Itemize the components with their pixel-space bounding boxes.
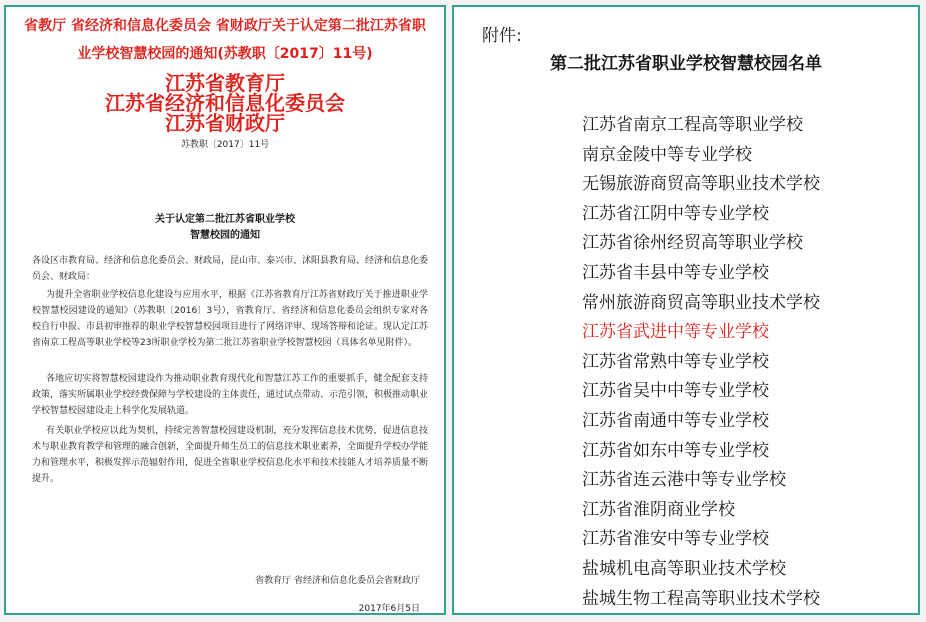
date: 2017年6月5日 bbox=[358, 604, 420, 614]
headline-line-2: 业学校智慧校园的通知(苏教职〔2017〕11号) bbox=[77, 46, 373, 62]
school-item: 江苏省吴中中等专业学校 bbox=[582, 381, 769, 402]
body-paragraph-1: 为提升全省职业学校信息化建设与应用水平，根据《江苏省教育厅江苏省财政厅关于推进职业学校智慧校园建设的通知》（苏教职〔2016〕3号），省教育厅、省经济和信息化委员会组织专家对各校自行申报、市县初审推荐的职业学校智慧校园项目进行了网络评审、现场答辩和论证。现认定江苏省南京工程高等职业学校等23所职业学校为第二批江苏省职业学校智慧校园（具体名单见附件）。 bbox=[32, 290, 429, 348]
school-item: 江苏省江阴中等专业学校 bbox=[582, 203, 769, 224]
document-number: 苏教职〔2017〕11号 bbox=[180, 140, 270, 150]
issuer-economy: 江苏省经济和信息化委员会 bbox=[105, 91, 345, 115]
school-item: 江苏省武进中等专业学校 bbox=[582, 322, 769, 343]
school-item: 江苏省常熟中等专业学校 bbox=[582, 351, 769, 372]
attachment-label: 附件: bbox=[482, 26, 522, 46]
school-item: 江苏省徐州经贸高等职业学校 bbox=[582, 233, 803, 254]
school-item: 盐城机电高等职业技术学校 bbox=[582, 558, 786, 579]
headline-line-1: 省教厅 省经济和信息化委员会 省财政厅关于认定第二批江苏省职 bbox=[24, 18, 426, 34]
school-item: 无锡旅游商贸高等职业技术学校 bbox=[582, 174, 820, 195]
school-item: 盐城生物工程高等职业技术学校 bbox=[582, 588, 820, 609]
school-item: 江苏省淮阴商业学校 bbox=[582, 499, 735, 520]
addressee: 各设区市教育局、经济和信息化委员会、财政局，昆山市、泰兴市、沭阳县教育局、经济和信息化委员会、财政局： bbox=[32, 256, 429, 282]
issuer-education: 江苏省教育厅 bbox=[165, 71, 285, 95]
school-item: 南京金陵中等专业学校 bbox=[582, 144, 752, 165]
school-item: 江苏省淮安中等专业学校 bbox=[582, 529, 769, 550]
attachment-page bbox=[452, 5, 920, 615]
school-item: 江苏省南通中等专业学校 bbox=[582, 410, 769, 431]
list-title: 第二批江苏省职业学校智慧校园名单 bbox=[550, 54, 822, 74]
subject-line-1: 关于认定第二批江苏省职业学校 bbox=[155, 214, 295, 225]
school-item: 江苏省南京工程高等职业学校 bbox=[582, 115, 803, 135]
school-item: 江苏省连云港中等专业学校 bbox=[582, 470, 786, 491]
school-list bbox=[582, 111, 820, 614]
body-paragraph-2: 各地应切实将智慧校园建设作为推动职业教育现代化和智慧江苏工作的重要抓手，健全配套支持政策，落实所属职业学校经费保障与学校建设的主体责任，通过试点带动、示范引领，积极推动职业学校智慧校园建设走上科学化发展轨道。 bbox=[32, 374, 429, 416]
school-item: 江苏省丰县中等专业学校 bbox=[582, 262, 769, 283]
body-paragraph-3: 有关职业学校应以此为契机，持续完善智慧校园建设机制，充分发挥信息技术优势，促进信息技术与职业教育教学和管理的融合创新，全面提升师生员工的信息技术职业素养，全面提升学校办学能力和管理水平，积极发挥示范辐射作用，促进全省职业学校信息化水平和技术技能人才培养质量不断提升。 bbox=[32, 426, 429, 484]
school-item: 江苏省如东中等专业学校 bbox=[582, 440, 769, 461]
notice-page bbox=[4, 5, 446, 615]
subject-line-2: 智慧校园的通知 bbox=[190, 230, 260, 241]
school-item: 常州旅游商贸高等职业技术学校 bbox=[582, 292, 820, 313]
issuer-finance: 江苏省财政厅 bbox=[165, 111, 285, 135]
signature: 省教育厅 省经济和信息化委员会省财政厅 bbox=[255, 576, 420, 586]
